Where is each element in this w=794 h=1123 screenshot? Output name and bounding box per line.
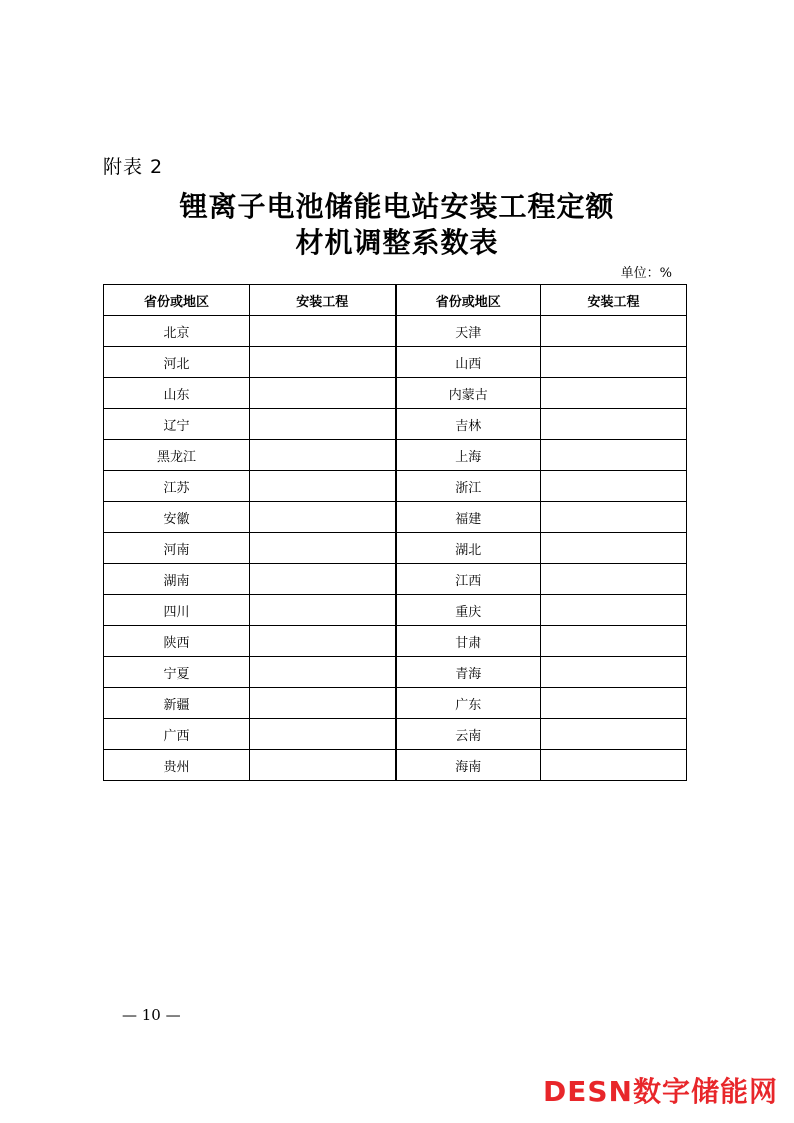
install-value-cell — [250, 750, 396, 781]
table-row — [104, 378, 687, 409]
region-cell: 安徽 — [104, 502, 250, 533]
install-value-cell — [250, 564, 396, 595]
region-cell: 黑龙江 — [104, 440, 250, 471]
region-cell: 广东 — [396, 688, 541, 719]
region-cell: 江西 — [396, 564, 541, 595]
region-cell: 四川 — [104, 595, 250, 626]
install-value-cell — [541, 688, 687, 719]
region-cell: 江苏 — [104, 471, 250, 502]
install-value-cell — [541, 316, 687, 347]
region-cell: 山西 — [396, 347, 541, 378]
install-value-cell — [541, 750, 687, 781]
watermark-logo: DESN数字储能网 — [543, 1075, 778, 1108]
region-cell: 云南 — [396, 719, 541, 750]
region-cell: 贵州 — [104, 750, 250, 781]
header-install-left: 安装工程 — [250, 285, 396, 316]
table-row — [104, 533, 687, 564]
region-cell: 河南 — [104, 533, 250, 564]
install-value-cell — [250, 595, 396, 626]
region-cell: 海南 — [396, 750, 541, 781]
table-header-row — [104, 285, 687, 316]
install-value-cell — [541, 564, 687, 595]
region-cell: 新疆 — [104, 688, 250, 719]
region-cell: 天津 — [396, 316, 541, 347]
page-number: — 10 — — [122, 1006, 181, 1024]
region-cell: 湖南 — [104, 564, 250, 595]
region-cell: 浙江 — [396, 471, 541, 502]
install-value-cell — [250, 502, 396, 533]
annex-label: 附表 2 — [103, 156, 164, 178]
region-cell: 福建 — [396, 502, 541, 533]
install-value-cell — [250, 316, 396, 347]
region-cell: 重庆 — [396, 595, 541, 626]
region-cell: 河北 — [104, 347, 250, 378]
table-row — [104, 688, 687, 719]
install-value-cell — [250, 719, 396, 750]
table-row — [104, 564, 687, 595]
document-title-line-1: 锂离子电池储能电站安装工程定额 — [179, 190, 615, 223]
coefficient-table — [103, 284, 687, 781]
table-row — [104, 750, 687, 781]
install-value-cell — [250, 657, 396, 688]
table-row — [104, 657, 687, 688]
header-region-left: 省份或地区 — [104, 285, 250, 316]
install-value-cell — [541, 626, 687, 657]
header-install-right: 安装工程 — [541, 285, 687, 316]
install-value-cell — [541, 409, 687, 440]
region-cell: 湖北 — [396, 533, 541, 564]
region-cell: 上海 — [396, 440, 541, 471]
install-value-cell — [250, 378, 396, 409]
region-cell: 山东 — [104, 378, 250, 409]
install-value-cell — [541, 440, 687, 471]
install-value-cell — [250, 688, 396, 719]
unit-label: 单位：% — [620, 266, 672, 281]
install-value-cell — [541, 719, 687, 750]
install-value-cell — [541, 657, 687, 688]
region-cell: 宁夏 — [104, 657, 250, 688]
table-row — [104, 440, 687, 471]
region-cell: 陕西 — [104, 626, 250, 657]
region-cell: 青海 — [396, 657, 541, 688]
install-value-cell — [250, 409, 396, 440]
table-row — [104, 347, 687, 378]
install-value-cell — [541, 502, 687, 533]
install-value-cell — [541, 533, 687, 564]
table-row — [104, 595, 687, 626]
table-row — [104, 316, 687, 347]
install-value-cell — [250, 471, 396, 502]
table-row — [104, 502, 687, 533]
install-value-cell — [541, 471, 687, 502]
install-value-cell — [250, 626, 396, 657]
region-cell: 甘肃 — [396, 626, 541, 657]
install-value-cell — [541, 595, 687, 626]
region-cell: 吉林 — [396, 409, 541, 440]
region-cell: 辽宁 — [104, 409, 250, 440]
table-row — [104, 409, 687, 440]
table-row — [104, 626, 687, 657]
install-value-cell — [250, 533, 396, 564]
table-row — [104, 719, 687, 750]
document-title-line-2: 材机调整系数表 — [295, 226, 499, 259]
table-row — [104, 471, 687, 502]
install-value-cell — [250, 440, 396, 471]
region-cell: 内蒙古 — [396, 378, 541, 409]
region-cell: 北京 — [104, 316, 250, 347]
header-region-right: 省份或地区 — [396, 285, 541, 316]
table-body — [104, 316, 687, 781]
install-value-cell — [541, 347, 687, 378]
region-cell: 广西 — [104, 719, 250, 750]
install-value-cell — [541, 378, 687, 409]
install-value-cell — [250, 347, 396, 378]
